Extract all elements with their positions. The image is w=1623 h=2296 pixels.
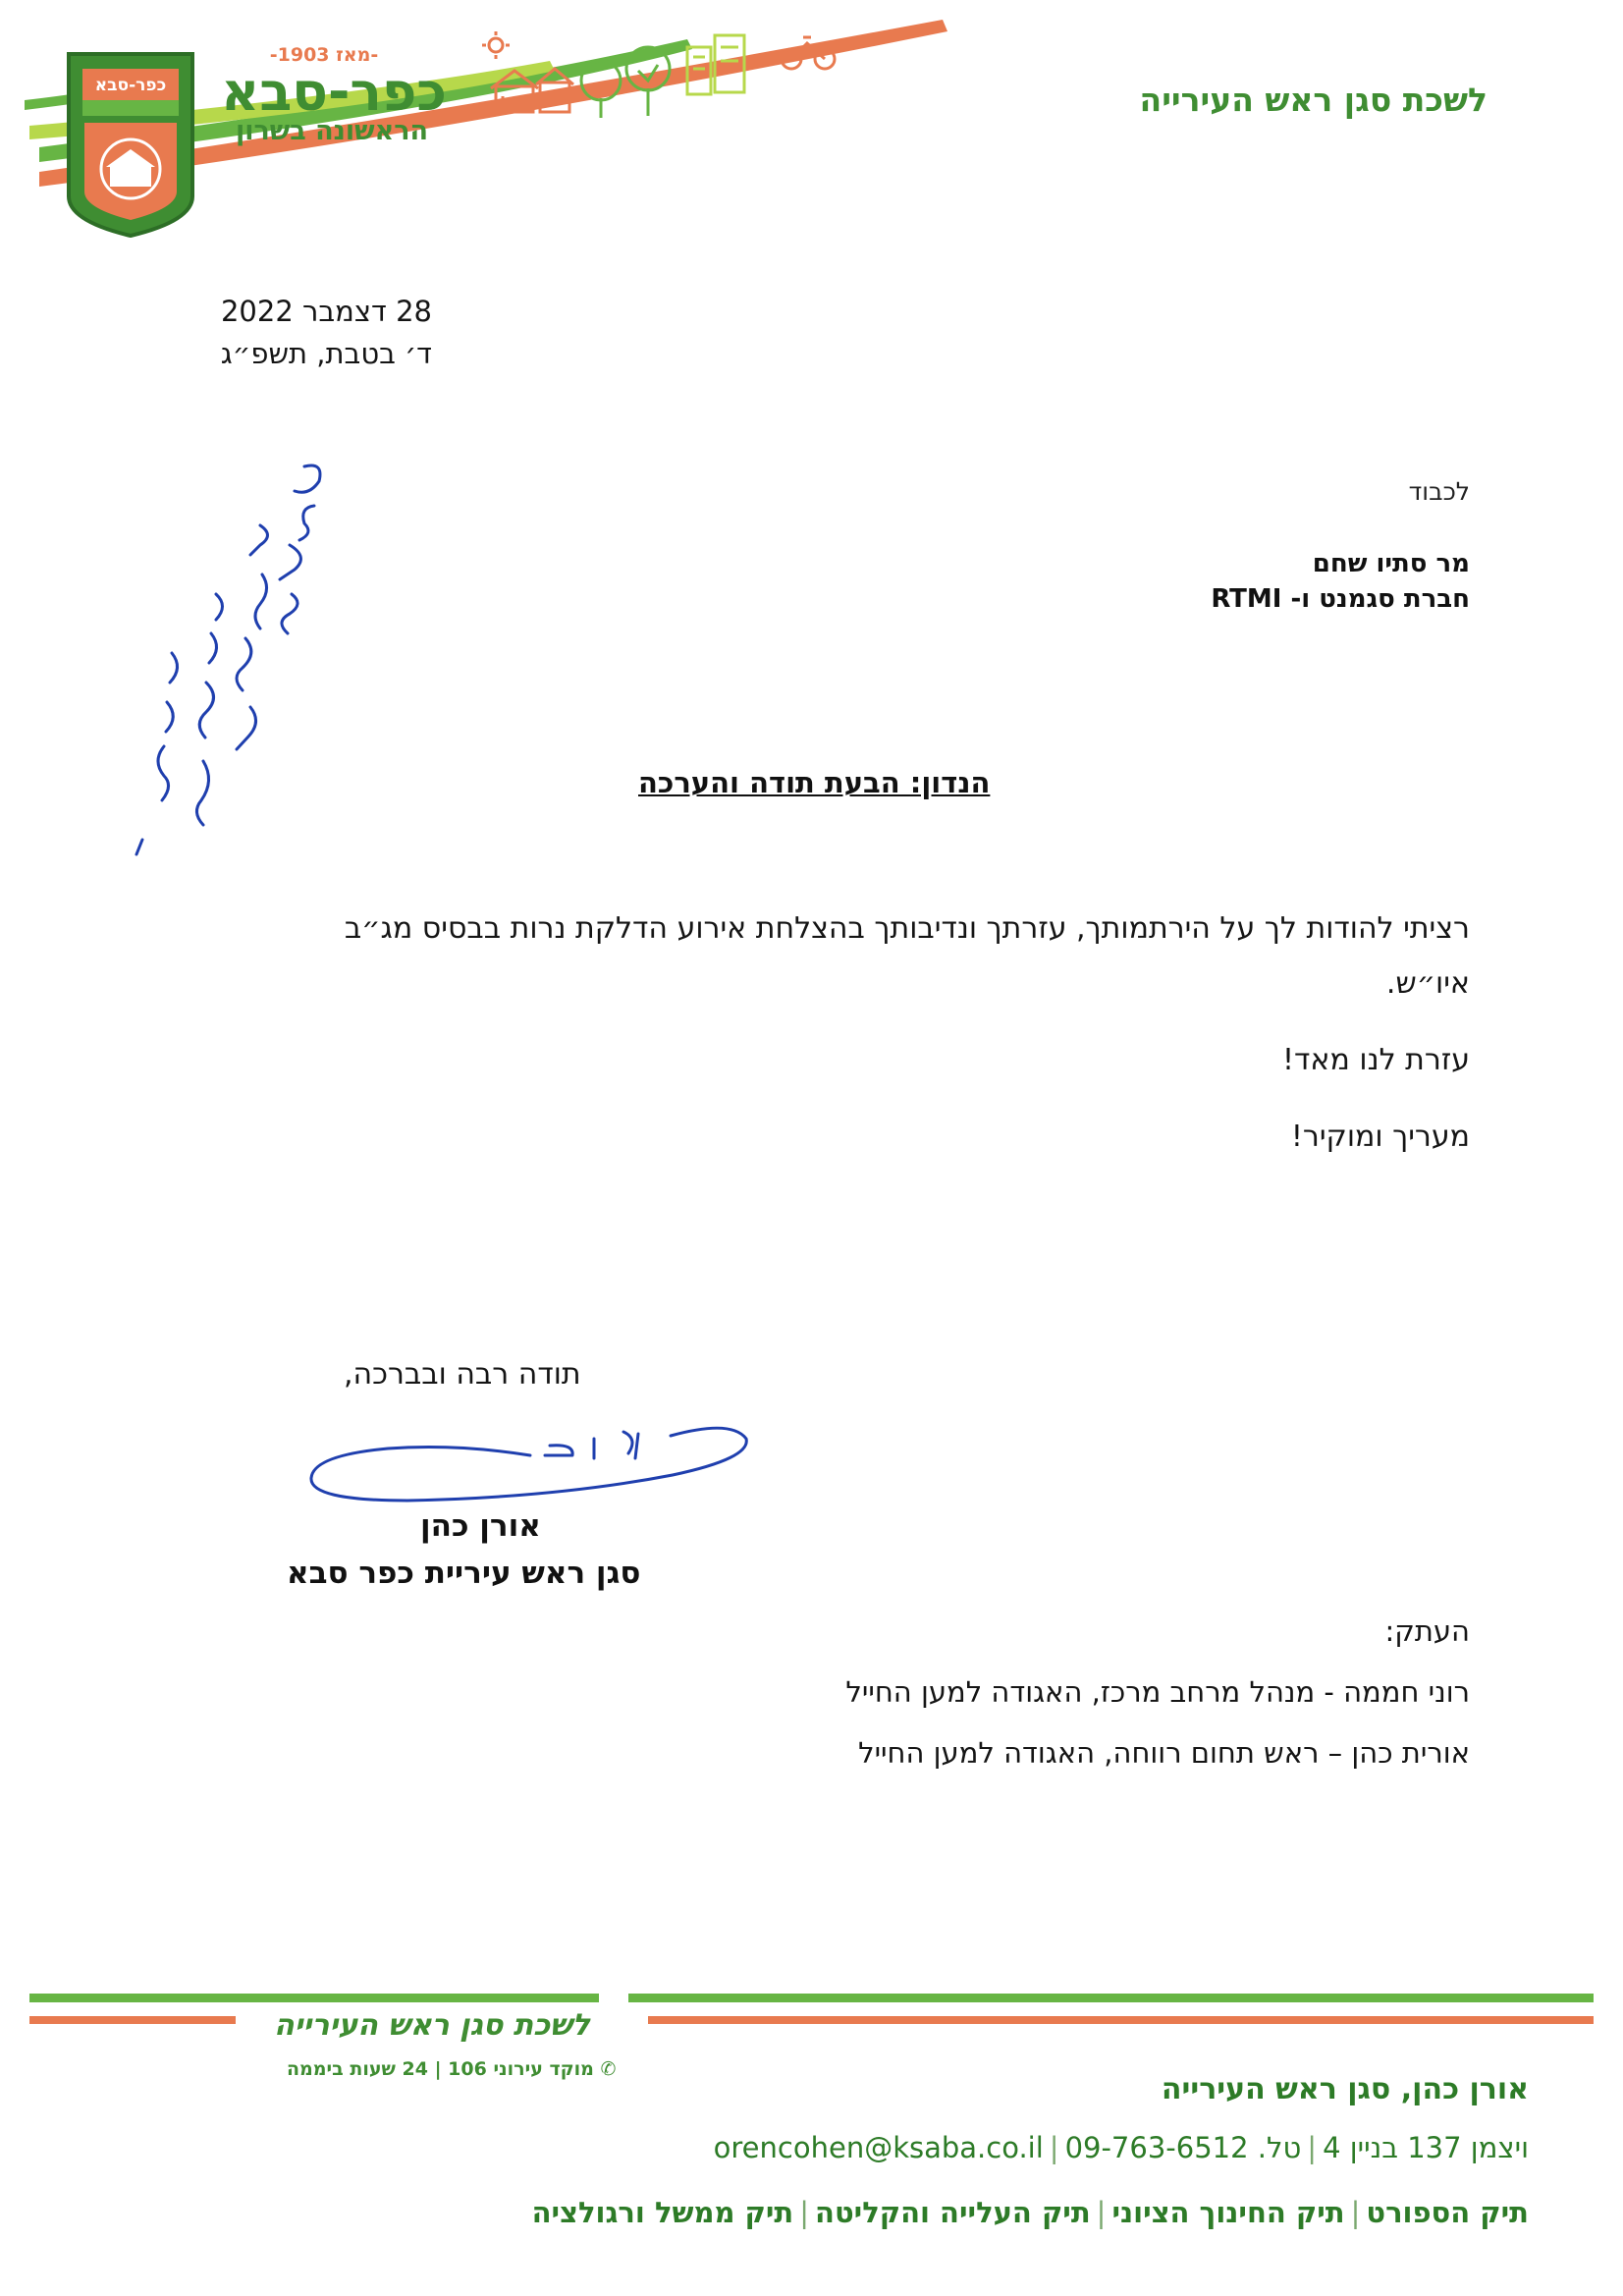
footer-email-link[interactable]: orencohen@ksaba.co.il: [713, 2131, 1044, 2164]
sun-icon: [482, 31, 510, 59]
footer-contact: ויצמן 137 בניין 4|טל. 09-763-6512|orencohen@ksaba.co.il: [713, 2131, 1529, 2164]
logo-since-text: -מאז 1903-: [269, 44, 379, 66]
cc-block: [845, 1601, 1470, 1783]
footer-phone: טל. 09-763-6512: [1064, 2131, 1302, 2164]
city-logo: [69, 54, 192, 236]
date-gregorian: 28 דצמבר 2022: [220, 295, 432, 328]
handwritten-note: [113, 447, 344, 859]
closing-line: תודה רבה ובברכה,: [344, 1357, 581, 1392]
header-banner: [0, 0, 982, 246]
body-paragraph-line: איו״ש.: [1385, 966, 1470, 1001]
footer-name: אורן כהן, סגן ראש העירייה: [1161, 2072, 1529, 2106]
office-header: לשכת סגן ראש העירייה: [1139, 81, 1488, 119]
portfolio-item: תיק ממשל ורגולציה: [531, 2196, 794, 2229]
body-paragraph-line: רציתי להודות לך על הירתמותך, עזרתך ונדיבותך בהצלחת אירוע הדלקת נרות בבסיס מג״ב: [344, 911, 1470, 946]
logo-badge-text: כפר-סבא: [94, 76, 167, 95]
subject-line: הנדון: הבעת תודה והערכה: [638, 766, 991, 799]
portfolio-item: תיק הספורט: [1366, 2196, 1529, 2229]
footer-hotline: [287, 2058, 616, 2080]
body-line-help: עזרת לנו מאד!: [1282, 1043, 1470, 1077]
footer-address: ויצמן 137 בניין 4: [1323, 2131, 1529, 2164]
phone-icon: ✆: [600, 2058, 617, 2080]
hotline-text: מוקד עירוני 106 | 24 שעות ביממה: [287, 2058, 594, 2080]
footer-lines: [0, 1984, 1623, 2062]
cc-entry: רוני חממה - מנהל מרחב מרכז, האגודה למען החייל: [845, 1675, 1470, 1709]
cc-entry: אורית כהן – ראש תחום רווחה, האגודה למען החייל: [858, 1736, 1470, 1770]
recipient-company: חברת סגמנט ו- RTMI: [1211, 584, 1470, 614]
signer-name: אורן כהן: [420, 1508, 541, 1544]
portfolio-item: תיק החינוך הציוני: [1111, 2196, 1345, 2229]
handwritten-signature: [299, 1414, 761, 1517]
footer-office: לשכת סגן ראש העירייה: [274, 2008, 590, 2043]
logo-city-name: כפר-סבא: [221, 61, 447, 123]
letter-date: [196, 291, 432, 375]
signer-title: סגן ראש עיריית כפר סבא: [287, 1556, 641, 1591]
footer-portfolios: תיק הספורט|תיק החינוך הציוני|תיק העלייה והקליטה|תיק ממשל ורגולציה: [531, 2196, 1529, 2229]
body-line-appreciate: מעריך ומוקיר!: [1290, 1120, 1470, 1154]
cc-label: העתק:: [1384, 1614, 1470, 1648]
date-hebrew: ד׳ בטבת, תשפ״ג: [220, 337, 432, 370]
portfolio-item: תיק העלייה והקליטה: [815, 2196, 1091, 2229]
recipient-name: מר סתיו שחם: [1312, 549, 1470, 578]
recipient-block: [1211, 546, 1470, 617]
logo-tagline: הראשונה בשרון: [235, 116, 429, 146]
to-label: לכבוד: [1408, 477, 1470, 506]
letter-body: [203, 902, 1470, 1165]
